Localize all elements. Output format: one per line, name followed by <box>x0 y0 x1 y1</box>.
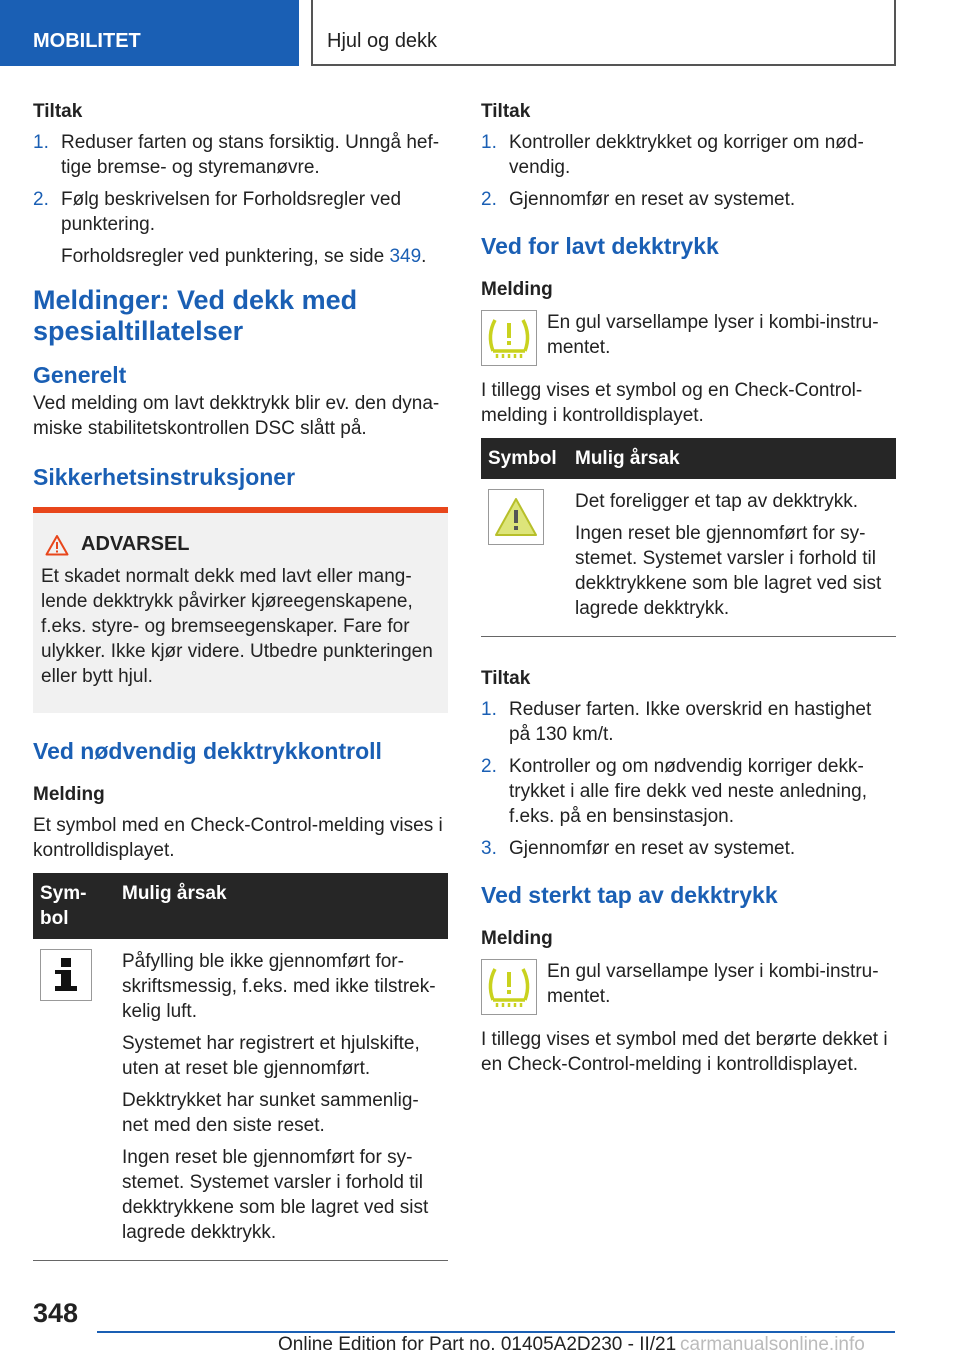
symbol-table <box>481 438 896 637</box>
cause-text: Ingen reset ble gjennomført for sy-stemet. Systemet varsler i forhold til dekktrykkene som ble lagret ved sist lagrede dekktrykk. <box>122 1147 429 1243</box>
column-header-cause: Mulig årsak <box>115 873 448 939</box>
tire-pressure-lamp-icon <box>481 959 537 1015</box>
step-text: Reduser farten. Ikke overskrid en hastighet på 130 km/t. <box>509 699 872 745</box>
footer-divider <box>97 1331 895 1333</box>
heading-sikkerhet: Sikkerhetsinstruksjoner <box>33 464 296 490</box>
table-row <box>481 479 896 637</box>
step-number: 2. <box>481 756 497 777</box>
right-column <box>481 100 896 1087</box>
tire-pressure-lamp-icon <box>481 310 537 366</box>
step-number: 2. <box>481 189 497 210</box>
step-number: 3. <box>481 838 497 859</box>
generelt-text: Ved melding om lavt dekktrykk blir ev. den dyna-miske stabilitetskontrollen DSC slått på. <box>33 393 440 439</box>
heading-generelt: Generelt <box>33 362 127 388</box>
tillegg-text: I tillegg vises et symbol og en Check-Control-melding i kontrolldisplayet. <box>481 380 863 426</box>
column-header-symbol: Symbol <box>481 438 568 479</box>
note-text: Forholdsregler ved punktering, se side <box>61 246 390 267</box>
list-item <box>481 754 896 829</box>
tiltak-label: Tiltak <box>481 668 531 689</box>
melding-label: Melding <box>33 784 105 805</box>
tiltak-label: Tiltak <box>481 101 531 122</box>
lamp-message <box>481 959 896 1015</box>
column-header-symbol: Sym-bol <box>33 873 115 939</box>
step-number: 2. <box>33 189 49 210</box>
step-text: Gjennomfør en reset av systemet. <box>509 838 796 859</box>
step-number: 1. <box>33 132 49 153</box>
list-item <box>33 130 448 180</box>
table-header-row <box>33 873 448 939</box>
heading-sterkt-tap: Ved sterkt tap av dekktrykk <box>481 882 778 908</box>
cause-cell <box>115 939 448 1261</box>
tiltak-steps <box>33 130 448 237</box>
note-end: . <box>421 246 427 267</box>
chapter-title: Hjul og dekk <box>311 0 896 66</box>
heading-lavt-dekktrykk: Ved for lavt dekktrykk <box>481 233 719 259</box>
warning-title: ADVARSEL <box>81 533 190 555</box>
cause-text: Dekktrykket har sunket sammenlig-net med den siste reset. <box>122 1090 419 1136</box>
edition-text: Online Edition for Part no. 01405A2D230 - II/21 <box>278 1334 677 1355</box>
step-text: Kontroller dekktrykket og korriger om nød-vendig. <box>509 132 864 178</box>
cross-reference-note <box>33 244 448 269</box>
list-item <box>481 187 896 212</box>
list-item <box>481 836 896 861</box>
tiltak-label: Tiltak <box>33 101 83 122</box>
cause-text: Påfylling ble ikke gjennomført for-skriftsmessig, f.eks. med ikke tilstrek-kelig luft. <box>122 951 436 1022</box>
step-text: Reduser farten og stans forsiktig. Unngå hef-tige bremse- og styremanøvre. <box>61 132 440 178</box>
step-number: 1. <box>481 699 497 720</box>
watermark: carmanualsonline.info <box>680 1334 865 1355</box>
symbol-cell <box>33 939 115 1261</box>
warning-triangle-icon <box>45 534 69 556</box>
page-link[interactable]: 349 <box>389 246 422 267</box>
page-number: 348 <box>33 1298 79 1328</box>
step-text: Gjennomfør en reset av systemet. <box>509 189 796 210</box>
melding-text: Et symbol med en Check-Control-melding vises i kontrolldisplayet. <box>33 815 443 861</box>
warning-header <box>45 533 436 556</box>
info-symbol-icon <box>40 949 92 1001</box>
melding-label: Melding <box>481 279 553 300</box>
symbol-cell <box>481 479 568 637</box>
table-header-row <box>481 438 896 479</box>
cause-cell <box>568 479 896 637</box>
list-item <box>481 697 896 747</box>
tillegg-text: I tillegg vises et symbol med det berørte dekket i en Check-Control-melding i kontrolldisplayet. <box>481 1029 888 1075</box>
heading-nodvendig: Ved nødvendig dekktrykkontroll <box>33 738 382 764</box>
warning-text: Et skadet normalt dekk med lavt eller mang-lende dekktrykk påvirker kjøreegenskapene, f.eks. styre- og bremseegenskaper. Fare for ulykker. Ikke kjør videre. Utbedre punkteringen eller bytt hjul. <box>41 566 433 687</box>
table-row <box>33 939 448 1261</box>
lamp-text: En gul varsellampe lyser i kombi-instru-mentet. <box>547 312 879 358</box>
list-item <box>481 130 896 180</box>
lamp-message <box>481 310 896 366</box>
warning-box <box>33 507 448 713</box>
step-text: Følg beskrivelsen for Forholdsregler ved punktering. <box>61 189 402 235</box>
list-item <box>33 187 448 237</box>
cause-text: Ingen reset ble gjennomført for sy-stemet. Systemet varsler i forhold til dekktrykkene som ble lagret ved sist lagrede dekktrykk. <box>575 523 882 619</box>
tiltak-steps <box>481 697 896 861</box>
melding-label: Melding <box>481 928 553 949</box>
step-text: Kontroller og om nødvendig korriger dekk-trykket i alle fire dekk ved neste anledning, f.eks. på en bensinstasjon. <box>509 756 868 827</box>
warning-symbol-icon <box>488 489 544 545</box>
column-header-cause: Mulig årsak <box>568 438 896 479</box>
tiltak-steps <box>481 130 896 212</box>
symbol-table <box>33 873 448 1261</box>
cause-text: Systemet har registrert et hjulskifte, uten at reset ble gjennomført. <box>122 1033 420 1079</box>
step-number: 1. <box>481 132 497 153</box>
heading-meldinger: Meldinger: Ved dekk med spesialtillatelser <box>33 285 358 346</box>
cause-text: Det foreligger et tap av dekktrykk. <box>575 491 859 512</box>
section-tab: MOBILITET <box>0 0 299 66</box>
left-column <box>33 100 448 1285</box>
lamp-text: En gul varsellampe lyser i kombi-instru-mentet. <box>547 961 879 1007</box>
